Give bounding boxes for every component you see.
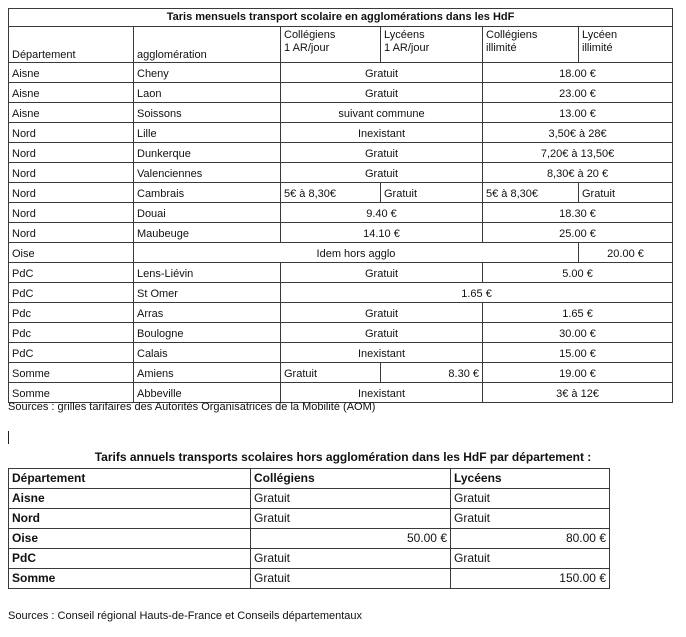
lyceens-cell: Gratuit	[451, 549, 610, 569]
departement-cell: Nord	[9, 123, 134, 143]
ar-fare-cell: Gratuit	[281, 143, 483, 163]
agglomeration-cell: Soissons	[134, 103, 281, 123]
unlimited-fare-cell: 30.00 €	[483, 323, 673, 343]
lyceens-cell: Gratuit	[451, 489, 610, 509]
ar-fare-cell: Gratuit	[281, 83, 483, 103]
table-row	[9, 163, 673, 183]
departement-cell: Aisne	[9, 489, 251, 509]
lyceens-cell: 150.00 €	[451, 569, 610, 589]
ar-fare-cell: Gratuit	[281, 323, 483, 343]
table-row	[9, 203, 673, 223]
header-collegiens: Collégiens	[251, 469, 451, 489]
table-row	[9, 83, 673, 103]
collegiens-cell: Gratuit	[251, 549, 451, 569]
annual-fares-table	[8, 468, 610, 589]
table-row	[9, 183, 673, 203]
header-collegiens-illimite: Collégiens illimité	[483, 27, 579, 63]
departement-cell: Oise	[9, 529, 251, 549]
table-row	[9, 529, 610, 549]
departement-cell: Aisne	[9, 83, 134, 103]
table-row	[9, 323, 673, 343]
departement-cell: PdC	[9, 283, 134, 303]
unlimited-fare-cell: 7,20€ à 13,50€	[483, 143, 673, 163]
header-agglomeration: agglomération	[134, 27, 281, 63]
monthly-fares-table	[8, 8, 673, 403]
collegiens-cell: Gratuit	[251, 489, 451, 509]
text-cursor	[8, 431, 9, 444]
agglomeration-cell: Amiens	[134, 363, 281, 383]
table-row	[9, 569, 610, 589]
table-row	[9, 243, 673, 263]
header-row	[9, 27, 673, 63]
departement-cell: Somme	[9, 569, 251, 589]
unlimited-fare-cell: 18.30 €	[483, 203, 673, 223]
collegiens-ar-cell: 5€ à 8,30€	[281, 183, 381, 203]
agglomeration-cell: Douai	[134, 203, 281, 223]
fare-cell: 1.65 €	[281, 283, 673, 303]
agglomeration-cell: Boulogne	[134, 323, 281, 343]
collegiens-ar-cell: Gratuit	[281, 363, 381, 383]
departement-cell: Aisne	[9, 63, 134, 83]
agglomeration-cell: Cheny	[134, 63, 281, 83]
header-collegiens-ar: Collégiens 1 AR/jour	[281, 27, 381, 63]
departement-cell: Somme	[9, 363, 134, 383]
collegiens-illimite-cell: 5€ à 8,30€	[483, 183, 579, 203]
agglomeration-cell: Laon	[134, 83, 281, 103]
header-row	[9, 469, 610, 489]
departement-cell: Nord	[9, 509, 251, 529]
ar-fare-cell: Gratuit	[281, 303, 483, 323]
lyceens-ar-cell: 8.30 €	[381, 363, 483, 383]
table-body	[9, 489, 610, 589]
unlimited-fare-cell: 8,30€ à 20 €	[483, 163, 673, 183]
departement-cell: Nord	[9, 183, 134, 203]
table-row	[9, 303, 673, 323]
lyceens-cell: 80.00 €	[451, 529, 610, 549]
unlimited-fare-cell: 18.00 €	[483, 63, 673, 83]
unlimited-fare-cell: 1.65 €	[483, 303, 673, 323]
agglomeration-cell: Arras	[134, 303, 281, 323]
agglomeration-cell: St Omer	[134, 283, 281, 303]
ar-fare-cell: 9.40 €	[281, 203, 483, 223]
ar-fare-cell: 14.10 €	[281, 223, 483, 243]
departement-cell: Nord	[9, 143, 134, 163]
unlimited-fare-cell: 23.00 €	[483, 83, 673, 103]
agglomeration-cell: Dunkerque	[134, 143, 281, 163]
agglomeration-cell: Lens-Liévin	[134, 263, 281, 283]
lyceens-ar-cell: Gratuit	[381, 183, 483, 203]
departement-cell: Nord	[9, 163, 134, 183]
departement-cell: PdC	[9, 343, 134, 363]
table-row	[9, 489, 610, 509]
ar-fare-cell: Gratuit	[281, 63, 483, 83]
ar-fare-cell: Inexistant	[281, 343, 483, 363]
table-row	[9, 343, 673, 363]
collegiens-cell: Gratuit	[251, 569, 451, 589]
unlimited-fare-cell: 5.00 €	[483, 263, 673, 283]
unlimited-fare-cell: 3,50€ à 28€	[483, 123, 673, 143]
lyceen-illimite-cell: Gratuit	[579, 183, 673, 203]
lyceens-cell: Gratuit	[451, 509, 610, 529]
header-lyceens: Lycéens	[451, 469, 610, 489]
departement-cell: PdC	[9, 549, 251, 569]
agglomeration-cell: Cambrais	[134, 183, 281, 203]
header-departement: Département	[9, 469, 251, 489]
departement-cell: Oise	[9, 243, 134, 263]
agglomeration-cell: Abbeville	[134, 383, 281, 403]
table-row	[9, 363, 673, 383]
departement-cell: Pdc	[9, 303, 134, 323]
source-note-1: Sources : grilles tarifaires des Autorités Organisatrices de la Mobilité (AOM)	[8, 401, 376, 413]
unlimited-fare-cell: 25.00 €	[483, 223, 673, 243]
fare-cell: Idem hors agglo	[134, 243, 579, 263]
departement-cell: Somme	[9, 383, 134, 403]
table-row	[9, 103, 673, 123]
ar-fare-cell: Gratuit	[281, 163, 483, 183]
header-lyceen-illimite: Lycéen illimité	[579, 27, 673, 63]
unlimited-fare-cell: 20.00 €	[579, 243, 673, 263]
collegiens-cell: Gratuit	[251, 509, 451, 529]
unlimited-fare-cell: 15.00 €	[483, 343, 673, 363]
collegiens-cell: 50.00 €	[251, 529, 451, 549]
table-row	[9, 509, 610, 529]
unlimited-fare-cell: 19.00 €	[483, 363, 673, 383]
agglomeration-cell: Calais	[134, 343, 281, 363]
ar-fare-cell: Inexistant	[281, 123, 483, 143]
departement-cell: Nord	[9, 203, 134, 223]
table-row	[9, 263, 673, 283]
table-row	[9, 63, 673, 83]
ar-fare-cell: suivant commune	[281, 103, 483, 123]
annual-fares-title: Tarifs annuels transports scolaires hors agglomération dans les HdF par département :	[94, 450, 592, 464]
ar-fare-cell: Gratuit	[281, 263, 483, 283]
source-note-2: Sources : Conseil régional Hauts-de-France et Conseils départementaux	[8, 610, 363, 622]
departement-cell: Nord	[9, 223, 134, 243]
unlimited-fare-cell: 13.00 €	[483, 103, 673, 123]
table-row	[9, 283, 673, 303]
table-row	[9, 549, 610, 569]
agglomeration-cell: Lille	[134, 123, 281, 143]
header-departement: Département	[9, 27, 134, 63]
departement-cell: PdC	[9, 263, 134, 283]
table-row	[9, 223, 673, 243]
table-row	[9, 143, 673, 163]
agglomeration-cell: Maubeuge	[134, 223, 281, 243]
departement-cell: Aisne	[9, 103, 134, 123]
ar-fare-cell: Inexistant	[281, 383, 483, 403]
table-row	[9, 123, 673, 143]
table-body	[9, 63, 673, 403]
table-title: Taris mensuels transport scolaire en agglomérations dans les HdF	[9, 9, 673, 27]
header-lyceens-ar: Lycéens 1 AR/jour	[381, 27, 483, 63]
agglomeration-cell: Valenciennes	[134, 163, 281, 183]
unlimited-fare-cell: 3€ à 12€	[483, 383, 673, 403]
departement-cell: Pdc	[9, 323, 134, 343]
table-row	[9, 383, 673, 403]
